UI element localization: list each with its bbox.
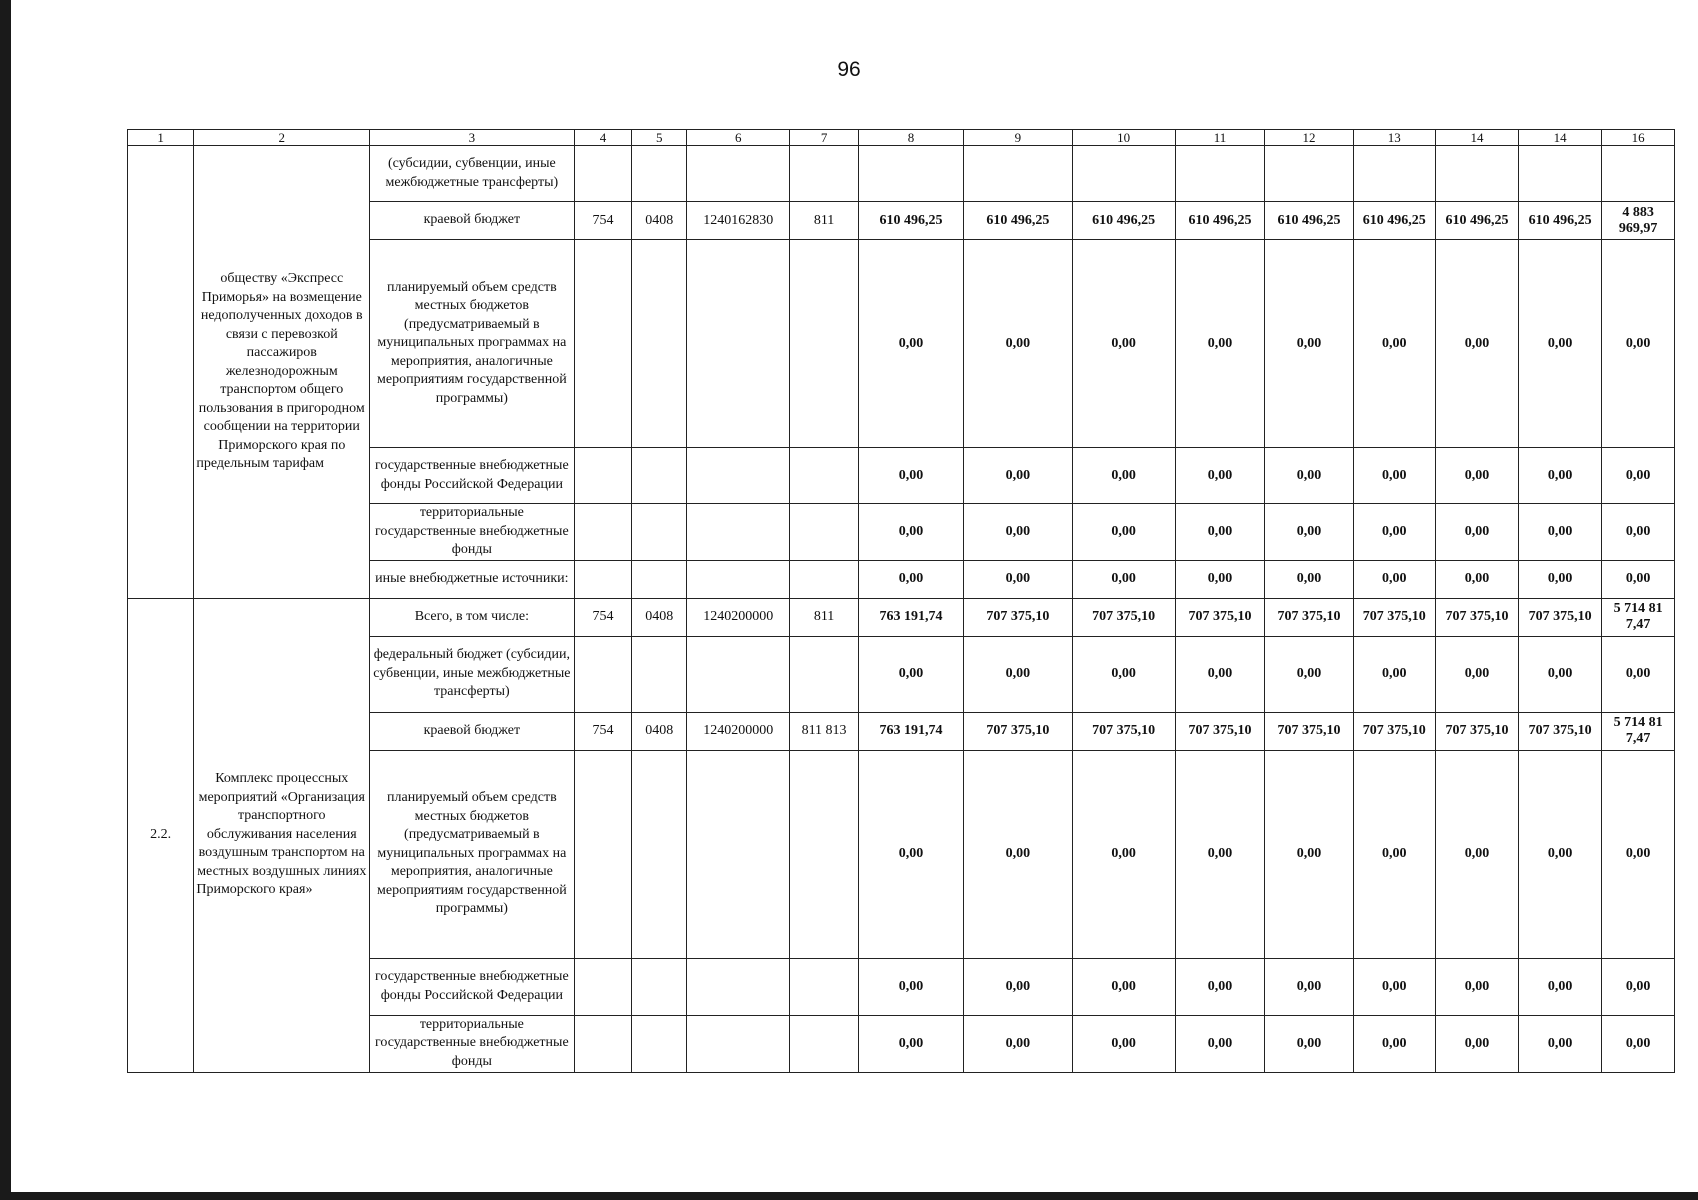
table-cell: 610 496,25 — [1072, 202, 1175, 240]
table-cell: 0,00 — [1602, 1015, 1675, 1072]
header-cell: 8 — [858, 130, 963, 146]
table-cell: 0,00 — [1265, 240, 1353, 448]
table-cell: 1240200000 — [687, 712, 790, 750]
header-cell: 16 — [1602, 130, 1675, 146]
table-cell: 0,00 — [858, 504, 963, 561]
table-cell: 0,00 — [1072, 240, 1175, 448]
table-cell: 0,00 — [1353, 958, 1435, 1015]
table-cell: 0,00 — [1265, 1015, 1353, 1072]
header-cell: 11 — [1175, 130, 1265, 146]
item-index: 2.2. — [128, 598, 194, 1072]
source-label: государственные внебюджетные фонды Российской Федерации — [370, 958, 574, 1015]
header-cell: 10 — [1072, 130, 1175, 146]
header-cell: 13 — [1353, 130, 1435, 146]
table-cell: 0,00 — [1072, 560, 1175, 598]
table-cell: 763 191,74 — [858, 598, 963, 636]
table-cell: 811 813 — [790, 712, 858, 750]
table-cell: 610 496,25 — [858, 202, 963, 240]
header-cell: 6 — [687, 130, 790, 146]
table-cell: 0,00 — [1602, 750, 1675, 958]
table-cell: 707 375,10 — [1353, 598, 1435, 636]
table-cell: 0,00 — [1435, 750, 1518, 958]
table-cell: 707 375,10 — [1265, 712, 1353, 750]
table-cell: 707 375,10 — [964, 598, 1072, 636]
table-cell: 707 375,10 — [1353, 712, 1435, 750]
table-cell: 1240162830 — [687, 202, 790, 240]
table-cell: 610 496,25 — [1519, 202, 1602, 240]
item-name: Комплекс процессных мероприятий «Организация транспортного обслуживания населения воздушным транспортом на местных воздушных линиях Приморского края» — [194, 598, 370, 1072]
table-cell: 707 375,10 — [1435, 598, 1518, 636]
budget-table — [127, 129, 1675, 1073]
table-cell: 0,00 — [1072, 448, 1175, 504]
table-cell: 0,00 — [1353, 750, 1435, 958]
table-cell: 0,00 — [1602, 958, 1675, 1015]
table-cell: 0,00 — [858, 750, 963, 958]
table-cell: 0,00 — [1265, 636, 1353, 712]
table-cell: 0,00 — [1519, 636, 1602, 712]
table-cell: 707 375,10 — [1519, 712, 1602, 750]
table-cell: 0,00 — [1435, 958, 1518, 1015]
table-cell: 0,00 — [1519, 1015, 1602, 1072]
table-cell: 0,00 — [1435, 636, 1518, 712]
table-cell: 0,00 — [858, 958, 963, 1015]
table-cell: 0,00 — [1602, 636, 1675, 712]
table-cell: 0,00 — [964, 504, 1072, 561]
table-cell: 4 883 969,97 — [1602, 202, 1675, 240]
table-cell: 0,00 — [1602, 448, 1675, 504]
table-cell: 707 375,10 — [1435, 712, 1518, 750]
source-label: государственные внебюджетные фонды Российской Федерации — [370, 448, 574, 504]
header-cell: 4 — [574, 130, 632, 146]
source-label: планируемый объем средств местных бюджетов (предусматриваемый в муниципальных программах на мероприятия, аналогичные мероприятиям государственной программы) — [370, 750, 574, 958]
table-cell: 0,00 — [1175, 750, 1265, 958]
header-cell: 14 — [1519, 130, 1602, 146]
table-cell: 0,00 — [1265, 448, 1353, 504]
table-cell: 0,00 — [858, 1015, 963, 1072]
table-cell: 0,00 — [964, 1015, 1072, 1072]
table-cell: 0,00 — [1435, 560, 1518, 598]
table-cell: 0408 — [632, 712, 687, 750]
table-cell: 0,00 — [1353, 448, 1435, 504]
table-cell: 0,00 — [1353, 560, 1435, 598]
table-cell: 0,00 — [1353, 636, 1435, 712]
table-cell: 754 — [574, 598, 632, 636]
table-cell: 707 375,10 — [1175, 712, 1265, 750]
table-cell: 0,00 — [1175, 448, 1265, 504]
table-cell: 0,00 — [1519, 560, 1602, 598]
table-cell: 0,00 — [1265, 958, 1353, 1015]
table-row — [128, 598, 1675, 636]
table-cell: 754 — [574, 202, 632, 240]
source-label: иные внебюджетные источники: — [370, 560, 574, 598]
table-cell: 811 — [790, 202, 858, 240]
table-cell: 1240200000 — [687, 598, 790, 636]
header-cell: 5 — [632, 130, 687, 146]
table-cell: 610 496,25 — [1435, 202, 1518, 240]
table-cell: 0,00 — [964, 240, 1072, 448]
source-label: (субсидии, субвенции, иные межбюджетные трансферты) — [370, 146, 574, 202]
table-cell: 0,00 — [1519, 750, 1602, 958]
table-cell: 0,00 — [1353, 1015, 1435, 1072]
table-cell: 0,00 — [1072, 958, 1175, 1015]
table-cell: 0,00 — [1072, 1015, 1175, 1072]
table-cell: 0408 — [632, 202, 687, 240]
table-cell: 0,00 — [1265, 750, 1353, 958]
table-cell: 0,00 — [1353, 240, 1435, 448]
table-cell: 0,00 — [1175, 240, 1265, 448]
header-cell: 3 — [370, 130, 574, 146]
table-cell: 0,00 — [1435, 448, 1518, 504]
table-cell: 0,00 — [858, 560, 963, 598]
table-cell: 0,00 — [1175, 636, 1265, 712]
table-cell: 610 496,25 — [1175, 202, 1265, 240]
table-cell: 0,00 — [858, 448, 963, 504]
scan-edge-bottom — [0, 1192, 1698, 1200]
header-cell: 2 — [194, 130, 370, 146]
header-cell: 12 — [1265, 130, 1353, 146]
table-cell: 0,00 — [1072, 504, 1175, 561]
table-cell: 0,00 — [1519, 240, 1602, 448]
table-cell: 0,00 — [1519, 958, 1602, 1015]
table-cell: 5 714 81 7,47 — [1602, 712, 1675, 750]
table-cell: 707 375,10 — [1072, 712, 1175, 750]
source-label: краевой бюджет — [370, 202, 574, 240]
table-cell: 0,00 — [1435, 240, 1518, 448]
table-cell: 0,00 — [964, 750, 1072, 958]
table-cell: 0,00 — [1072, 636, 1175, 712]
index-cell — [128, 146, 194, 599]
table-cell: 0408 — [632, 598, 687, 636]
table-cell: 0,00 — [1602, 240, 1675, 448]
table-cell: 763 191,74 — [858, 712, 963, 750]
table-cell: 707 375,10 — [1072, 598, 1175, 636]
table-cell: 0,00 — [1602, 560, 1675, 598]
table-cell: 0,00 — [1435, 1015, 1518, 1072]
source-label: территориальные государственные внебюджетные фонды — [370, 1015, 574, 1072]
source-label: планируемый объем средств местных бюджетов (предусматриваемый в муниципальных программах на мероприятия, аналогичные мероприятиям государственной программы) — [370, 240, 574, 448]
table-cell: 0,00 — [964, 560, 1072, 598]
table-cell: 0,00 — [1175, 958, 1265, 1015]
table-cell: 0,00 — [1175, 560, 1265, 598]
header-cell: 9 — [964, 130, 1072, 146]
table-cell: 707 375,10 — [964, 712, 1072, 750]
header-cell: 7 — [790, 130, 858, 146]
table-cell: 0,00 — [1265, 560, 1353, 598]
table-row — [128, 146, 1675, 202]
table-cell: 0,00 — [964, 636, 1072, 712]
source-label: Всего, в том числе: — [370, 598, 574, 636]
source-label: федеральный бюджет (субсидии, субвенции, иные межбюджетные трансферты) — [370, 636, 574, 712]
table-cell: 610 496,25 — [1353, 202, 1435, 240]
source-label: территориальные государственные внебюджетные фонды — [370, 504, 574, 561]
table-cell: 0,00 — [1519, 448, 1602, 504]
table-cell: 0,00 — [858, 240, 963, 448]
table-cell: 707 375,10 — [1519, 598, 1602, 636]
table-cell: 0,00 — [1265, 504, 1353, 561]
table-cell: 754 — [574, 712, 632, 750]
page-number: 96 — [837, 58, 861, 81]
table-cell: 5 714 81 7,47 — [1602, 598, 1675, 636]
table-cell: 0,00 — [1353, 504, 1435, 561]
table-cell: 0,00 — [858, 636, 963, 712]
table-cell: 0,00 — [1072, 750, 1175, 958]
table-cell: 811 — [790, 598, 858, 636]
table-cell: 0,00 — [1519, 504, 1602, 561]
scan-edge-left — [0, 0, 11, 1200]
table-cell: 0,00 — [964, 958, 1072, 1015]
header-row — [128, 130, 1675, 146]
table-cell: 707 375,10 — [1265, 598, 1353, 636]
table-cell: 707 375,10 — [1175, 598, 1265, 636]
table-cell: 0,00 — [1435, 504, 1518, 561]
table-cell: 610 496,25 — [1265, 202, 1353, 240]
header-cell: 1 — [128, 130, 194, 146]
table-cell: 0,00 — [1175, 504, 1265, 561]
item-name: обществу «Экспресс Приморья» на возмещение недополученных доходов в связи с перевозкой пассажиров железнодорожным транспортом общего пользования в пригородном сообщении на территории Приморского края по предельным тарифам — [194, 146, 370, 599]
table-cell: 0,00 — [1602, 504, 1675, 561]
source-label: краевой бюджет — [370, 712, 574, 750]
table-cell: 610 496,25 — [964, 202, 1072, 240]
table-cell: 0,00 — [964, 448, 1072, 504]
header-cell: 14 — [1435, 130, 1518, 146]
table-cell: 0,00 — [1175, 1015, 1265, 1072]
